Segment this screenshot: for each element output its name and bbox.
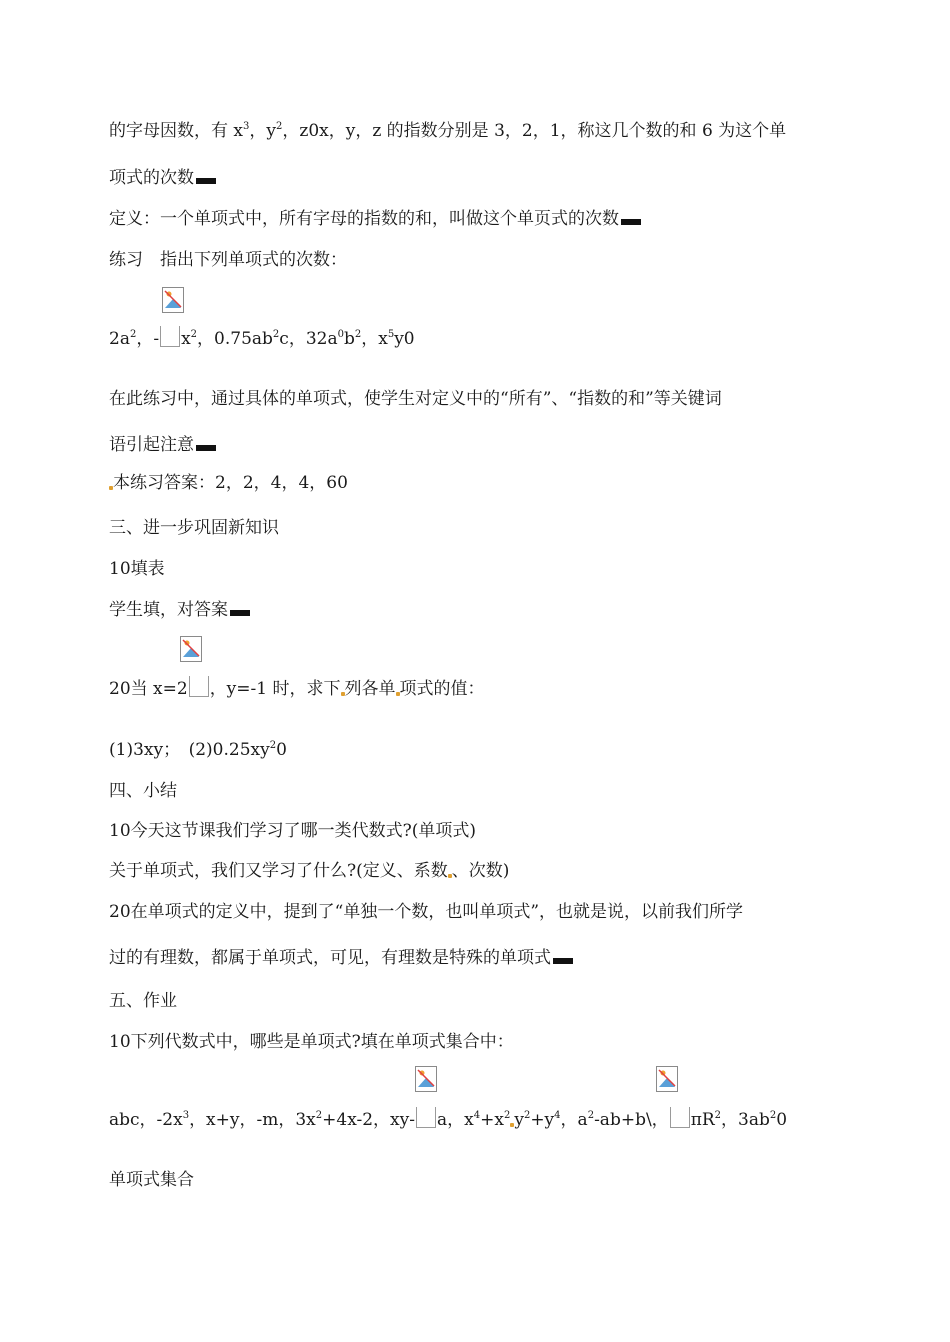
definition-line: 定义：一个单项式中，所有字母的指数的和，叫做这个单页式的次数 <box>109 208 641 230</box>
paragraph-mark <box>196 445 216 451</box>
paragraph-mark <box>196 178 216 184</box>
text-line: 学生填，对答案 <box>109 599 250 621</box>
image-placeholder-frame <box>670 1107 690 1128</box>
paragraph-mark <box>230 610 250 616</box>
paragraph-mark <box>621 219 641 225</box>
text-line: 关于单项式，我们又学习了什么?(定义、系数 、次数) <box>109 861 510 881</box>
text-line: 过的有理数，都属于单项式，可见，有理数是特殊的单项式 <box>109 947 573 969</box>
paragraph-mark <box>553 958 573 964</box>
text-line: 10填表 <box>109 559 165 579</box>
broken-image-icon <box>162 287 184 313</box>
broken-image-icon <box>415 1066 437 1092</box>
text-line: 单项式集合 <box>109 1170 194 1190</box>
broken-image-icon <box>180 636 202 662</box>
section-heading: 五、作业 <box>109 991 177 1011</box>
text-line: 语引起注意 <box>109 434 216 456</box>
exercise-heading: 练习 指出下列单项式的次数： <box>109 250 347 270</box>
text-line: 10下列代数式中，哪些是单项式?填在单项式集合中： <box>109 1032 514 1052</box>
text-line: 的字母因数，有 $x^3$，$y^2$，z0x，y，z 的指数分别是 3，2，1，称这几个数的和 6 为这个单 <box>109 121 787 141</box>
image-placeholder-frame <box>160 326 180 347</box>
image-placeholder-frame <box>189 676 209 697</box>
text-line: 20当 x=2 ，y=-1 时，求下 列各单 项式的值： <box>109 676 485 700</box>
homework-expressions: abc，$-2x^3$，x+y，-m，$3x^2+4x-2$，xy- a，$x^4+x^2$ $y^2+y^4$，$a^2-ab+b\backslash$， $\pi R^2$，$3ab^20$ <box>109 1107 787 1131</box>
text-line: 20在单项式的定义中，提到了“单独一个数，也叫单项式”，也就是说，以前我们所学 <box>109 902 744 922</box>
text-line: 在此练习中，通过具体的单项式，使学生对定义中的“所有”、“指数的和”等关键词 <box>109 389 722 409</box>
answer-line: 本练习答案：2，2，4，4，60 <box>109 472 348 494</box>
text-line: (1)3xy； $(2)0.25xy^20$ <box>109 740 287 760</box>
exercise-expressions: $2a^2$，- $x^2$，$0.75ab^2c$，$32a^0b^2$，$x^5y0$ <box>109 326 415 350</box>
text-line: 项式的次数 <box>109 167 216 189</box>
broken-image-icon <box>656 1066 678 1092</box>
image-placeholder-frame <box>416 1107 436 1128</box>
section-heading: 四、小结 <box>109 781 177 801</box>
text-line: 10今天这节课我们学习了哪一类代数式?(单项式) <box>109 821 477 841</box>
section-heading: 三、进一步巩固新知识 <box>109 518 279 538</box>
